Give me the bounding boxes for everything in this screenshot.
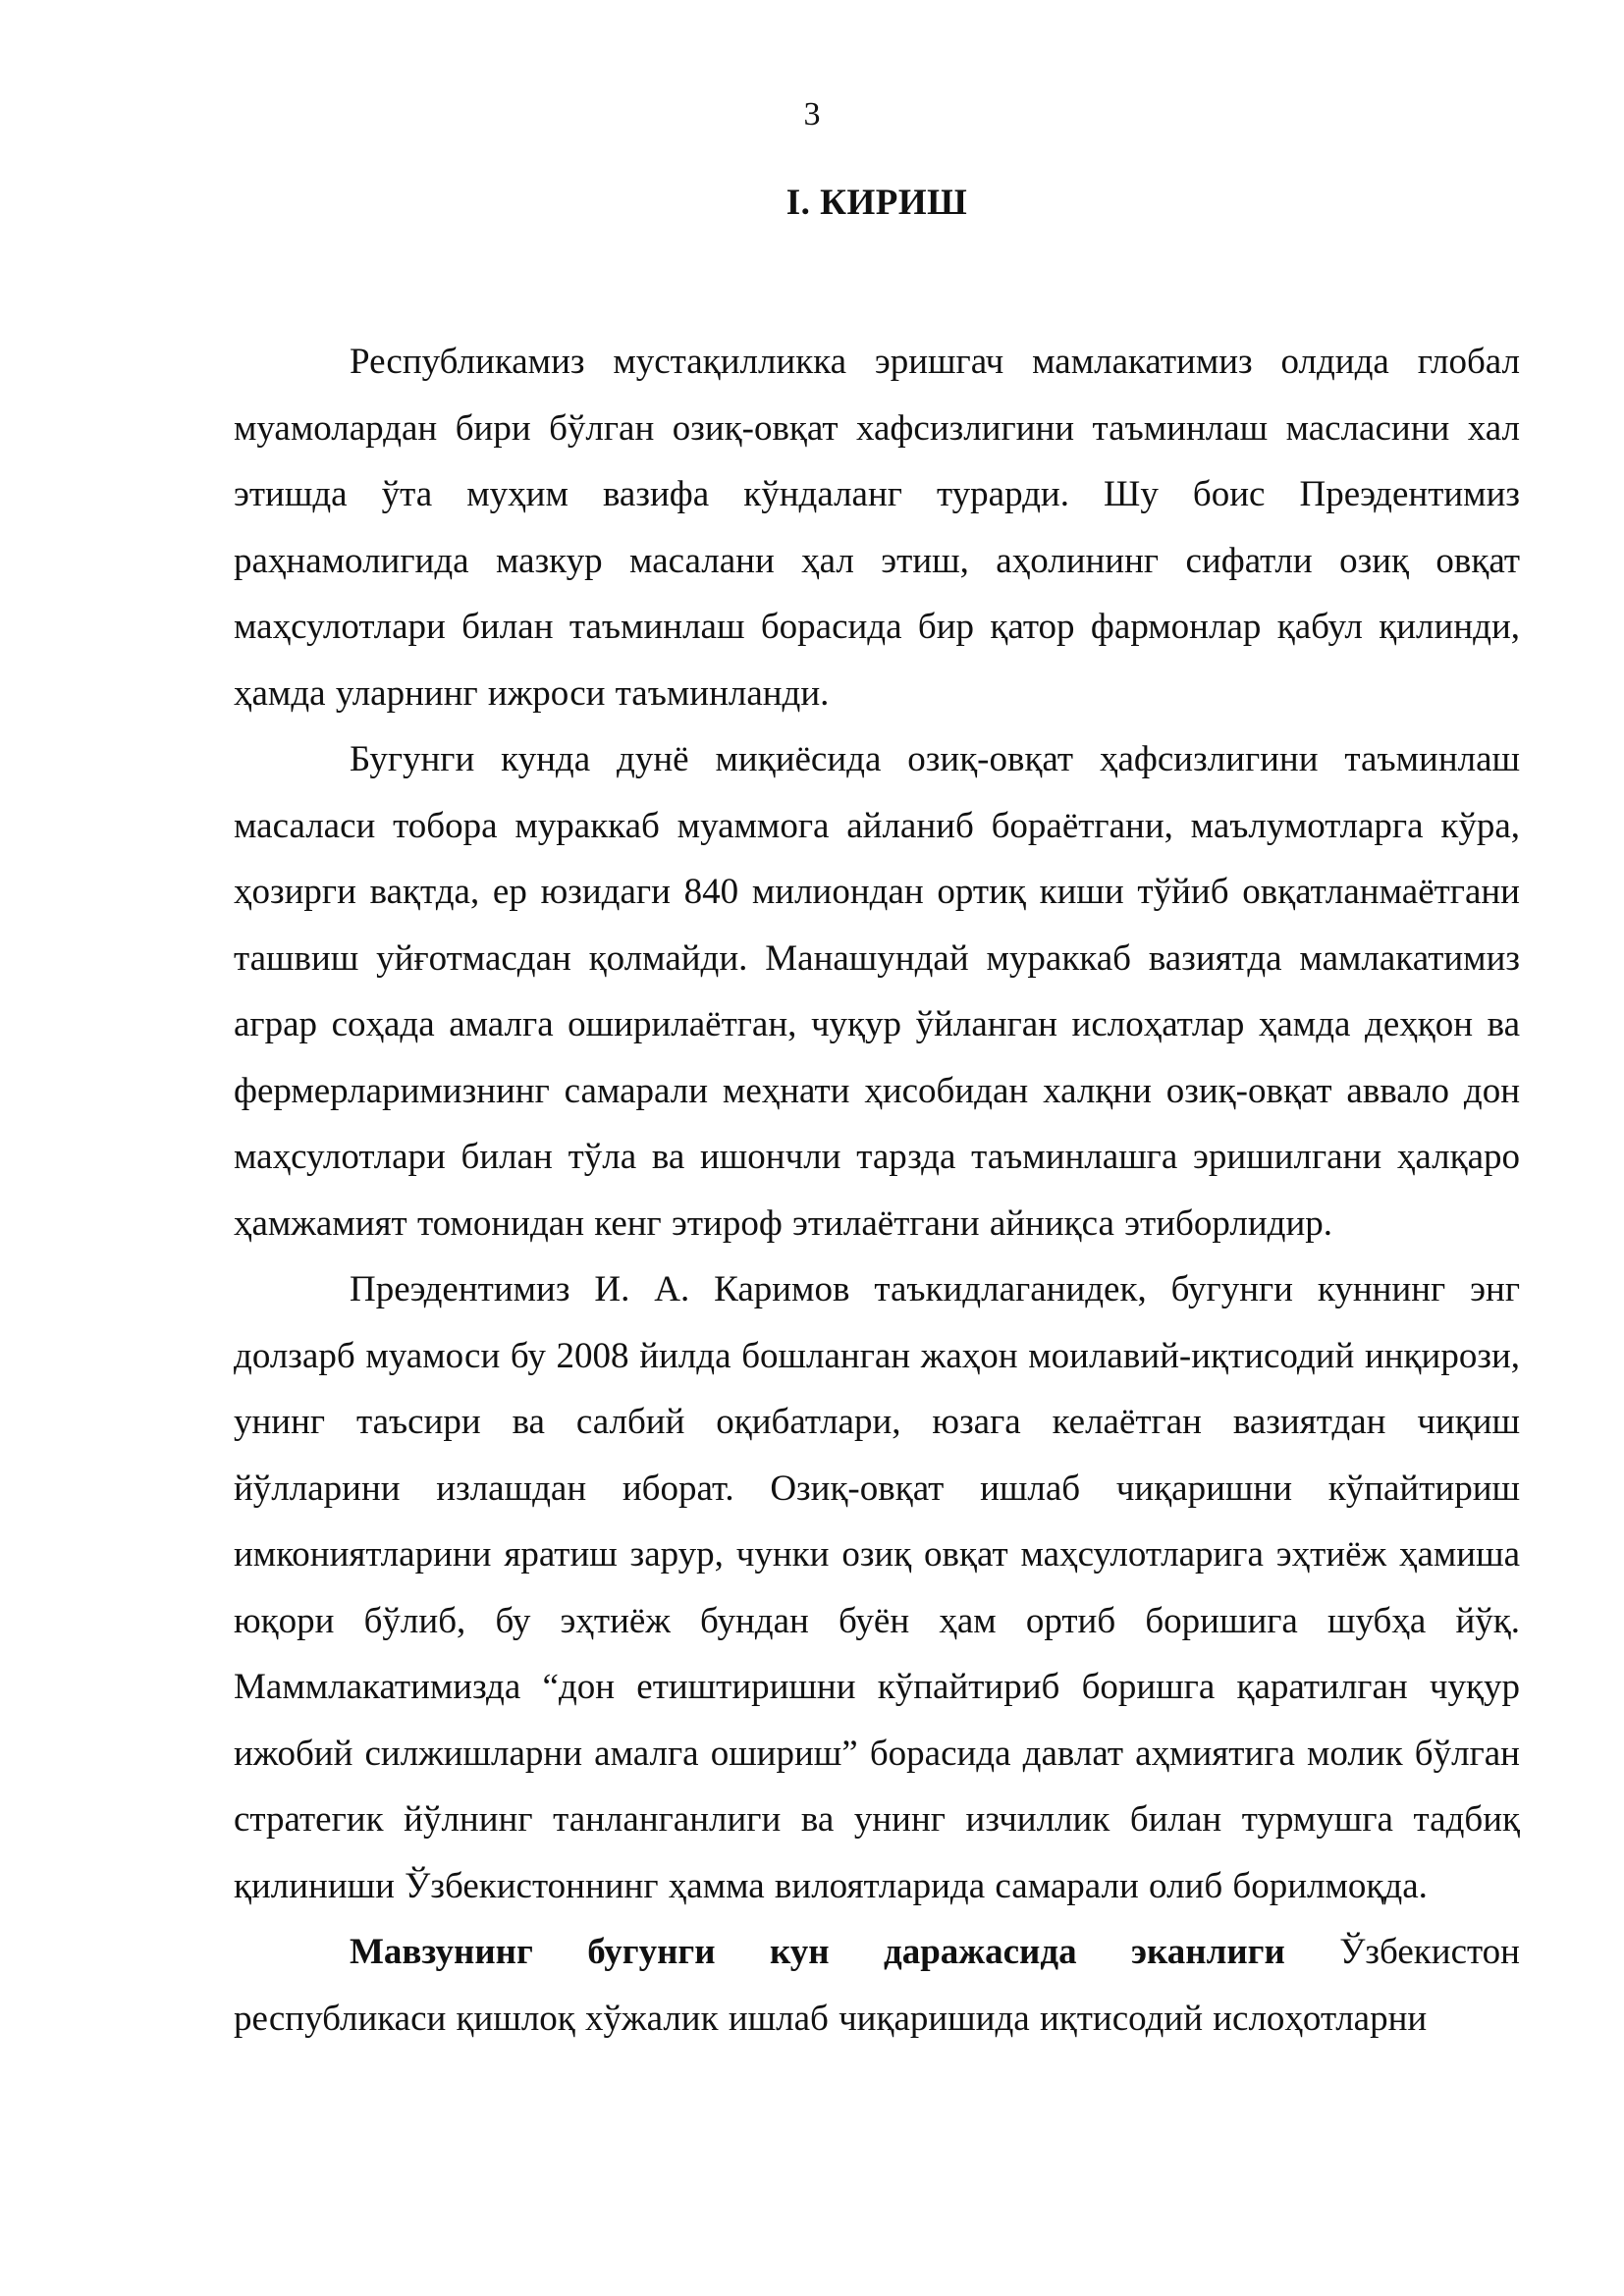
page-content <box>234 185 1520 2052</box>
section-heading: I. КИРИШ <box>785 183 968 223</box>
paragraph-2: Бугунги кунда дунё миқиёсида озиқ-овқат ҳафсизлигини таъминлаш масаласи тобора мураккаб муаммога айланиб бораётгани, маълумотларга кўра, ҳозирги вақтда, ер юзидаги 840 милиондан ортиқ киши тўйиб овқатланмаётгани ташвиш уйғотмасдан қолмайди. Манашундай мураккаб вазиятда мамлакатимиз аграр соҳада амалга оширилаётган, чуқур ўйланган ислоҳатлар ҳамда деҳқон ва фермерларимизнинг самарали меҳнати ҳисобидан халқни озиқ-овқат аввало дон маҳсулотлари билан тўла ва ишончли тарзда таъминлашга эришилгани ҳалқаро ҳамжамият томонидан кенг этироф этилаётгани айниқса этиборлидир. <box>234 739 1520 1244</box>
paragraph-4-bold-lead: Мавзунинг бугунги кун даражасида эканлиги <box>350 1932 1285 1972</box>
page-number: 3 <box>803 96 821 133</box>
paragraph-3: Преэдентимиз И. А. Каримов таъкидлаганидек, бугунги куннинг энг долзарб муамоси бу 2008 йилда бошланган жаҳон моилавий-иқтисодий инқирози, унинг таъсири ва салбий оқибатлари, юзага келаётган вазиятдан чиқиш йўлларини излашдан иборат. Озиқ-овқат ишлаб чиқаришни кўпайтириш имкониятларини яратиш зарур, чунки озиқ овқат маҳсулотларига эҳтиёж ҳамиша юқори бўлиб, бу эҳтиёж бундан буён ҳам ортиб боришига шубҳа йўқ. Маммлакатимизда “дон етиштиришни кўпайтириб боришга қаратилган чуқур ижобий силжишларни амалга ошириш” борасида давлат аҳмиятига молик бўлган стратегик йўлнинг танланганлиги ва унинг изчиллик билан турмушга тадбиқ қилиниши Ўзбекистоннинг ҳамма вилоятларида самарали олиб борилмоқда. <box>234 1269 1520 1906</box>
body-text <box>234 329 1520 2052</box>
paragraph-4 <box>234 1919 1520 2052</box>
paragraph-4-text: Ўзбекистон республикаси қишлоқ хўжалик ишлаб чиқаришида иқтисодий ислоҳотларни <box>234 1932 1520 2039</box>
paragraph-1: Республикамиз мустақилликка эришгач мамлакатимиз олдида глобал муамолардан бири бўлган озиқ-овқат хафсизлигини таъминлаш масласини хал этишда ўта муҳим вазифа кўндаланг турарди. Шу боис Преэдентимиз раҳнамолигида мазкур масалани ҳал этиш, аҳолининг сифатли озиқ овқат маҳсулотлари билан таъминлаш борасида бир қатор фармонлар қабул қилинди, ҳамда уларнинг ижроси таъминланди. <box>234 342 1520 714</box>
